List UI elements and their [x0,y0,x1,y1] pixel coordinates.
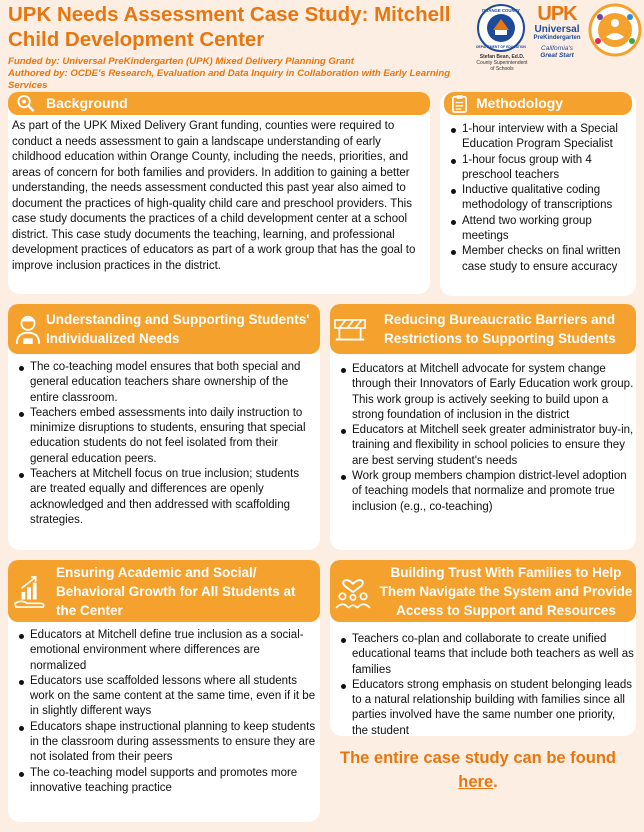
growth-card [8,560,320,822]
methodology-header [444,92,632,115]
list-item: Educators at Mitchell seek greater administrator buy-in, training and flexibility in school policies to ensure they are best serving student's needs [340,423,634,469]
list-item: Educators strong emphasis on student belonging leads to a natural relationship building with families since all parties involved have the same number one priority, the student [340,678,634,739]
seal-caption: Stefan Bean, Ed.D. County Superintendent of Schools [476,54,528,72]
magnifier-gear-icon [16,94,36,113]
list-item: Inductive qualitative coding methodology of transcriptions [450,183,634,214]
clipboard-icon [451,94,468,113]
list-item: Teachers at Mitchell focus on true inclusion; students are treated equally and differences are openly acknowledged and then addressed with scaffolding strategies. [18,467,314,528]
understanding-list [18,360,314,528]
page-header [8,2,478,92]
list-item: Educators at Mitchell advocate for system change through their Innovators of Early Education work group. This work group is actively seeking to build upon a strong foundation of inclusion in the district [340,362,634,423]
funded-by: Funded by: Universal PreKindergarten (UPK) Mixed Delivery Planning Grant [8,56,354,67]
background-header [8,92,430,115]
trust-heading: Building Trust With Families to Help Them Navigate the System and Provide Access to Support and Resources [379,565,633,618]
methodology-card [440,92,636,296]
growth-list [18,628,316,796]
list-item: Educators shape instructional planning to keep students in the classroom during assessments to ensure they are not isolated from their peers [18,720,316,766]
student-icon [14,310,42,348]
list-item: Educators use scaffolded lessons where all students work on the same content at the same time, even if it be in slightly different ways [18,674,316,720]
background-heading: Background [46,95,128,111]
barrier-icon [334,314,366,342]
barriers-heading: Reducing Bureaucratic Barriers and Restrictions to Supporting Students [384,312,616,346]
list-item: Teachers co-plan and collaborate to create unified educational teams that include both teachers as well as families [340,632,634,678]
understanding-card [8,304,320,550]
list-item: Member checks on final written case study to ensure accuracy [450,244,634,275]
barriers-header [330,304,636,354]
trust-card [330,560,636,736]
early-learning-logo [588,3,642,57]
background-card [8,92,430,294]
family-heart-icon [334,570,372,610]
list-item: The co-teaching model ensures that both special and general education teachers share ownership of the entire classroom. [18,360,314,406]
ocde-seal-logo [476,3,526,53]
understanding-heading: Understanding and Supporting Students' Individualized Needs [46,312,310,346]
logo-group [474,2,640,72]
methodology-heading: Methodology [476,95,564,111]
authored-by: Authored by: OCDE's Research, Evaluation and Data Inquiry in Collaboration with Early Learning Services [8,68,451,91]
growth-header [8,560,320,622]
page-title: UPK Needs Assessment Case Study: Mitchell Child Development Center [8,3,451,51]
list-item: The co-teaching model supports and promotes more innovative teaching practice [18,766,316,797]
list-item: 1-hour interview with a Special Education Program Specialist [450,122,634,153]
barriers-list [340,362,634,515]
growth-hand-icon [14,574,46,610]
growth-heading: Ensuring Academic and Social/ Behavioral Growth for All Students at the Center [56,565,296,618]
list-item: Educators at Mitchell define true inclusion as a social-emotional environment where differences are normalized [18,628,316,674]
list-item: Work group members champion district-level adoption of teaching models that normalize and promote true inclusion (e.g., co-teaching) [340,469,634,515]
list-item: 1-hour focus group with 4 preschool teachers [450,153,634,184]
list-item: Attend two working group meetings [450,214,634,245]
svg-text:ORANGE COUNTY: ORANGE COUNTY [481,8,521,13]
upk-logo: UPK Universal PreKindergarten California's Great Start [533,3,581,59]
barriers-card [330,304,636,550]
svg-text:DEPARTMENT OF EDUCATION: DEPARTMENT OF EDUCATION [476,45,526,49]
trust-header [330,560,636,622]
list-item: Teachers embed assessments into daily instruction to minimize disruptions to students, ensuring that special education students do not feel isolated from their general education peers. [18,406,314,467]
trust-list [340,632,634,739]
case-study-cta: The entire case study can be found here. [340,749,616,791]
case-study-link[interactable]: here [458,773,494,791]
background-text: As part of the UPK Mixed Delivery Grant funding, counties were required to conduct a needs assessment to gain a landscape understanding of early childhood education within Orange County, including the needs, priorities, and areas of concern for both families and providers. In addition to gaining a better understanding, the needs assessment conducted this past year also aimed to document the practices of high-quality child care and preschool providers. This case study documents the practices of a child development center at a school district. This case study documents the teaching, learning, and professional development practices of educators as part of a work group that has the goal to improve inclusion practices in the district. [12,120,416,272]
methodology-list [450,122,634,275]
understanding-header [8,304,320,354]
